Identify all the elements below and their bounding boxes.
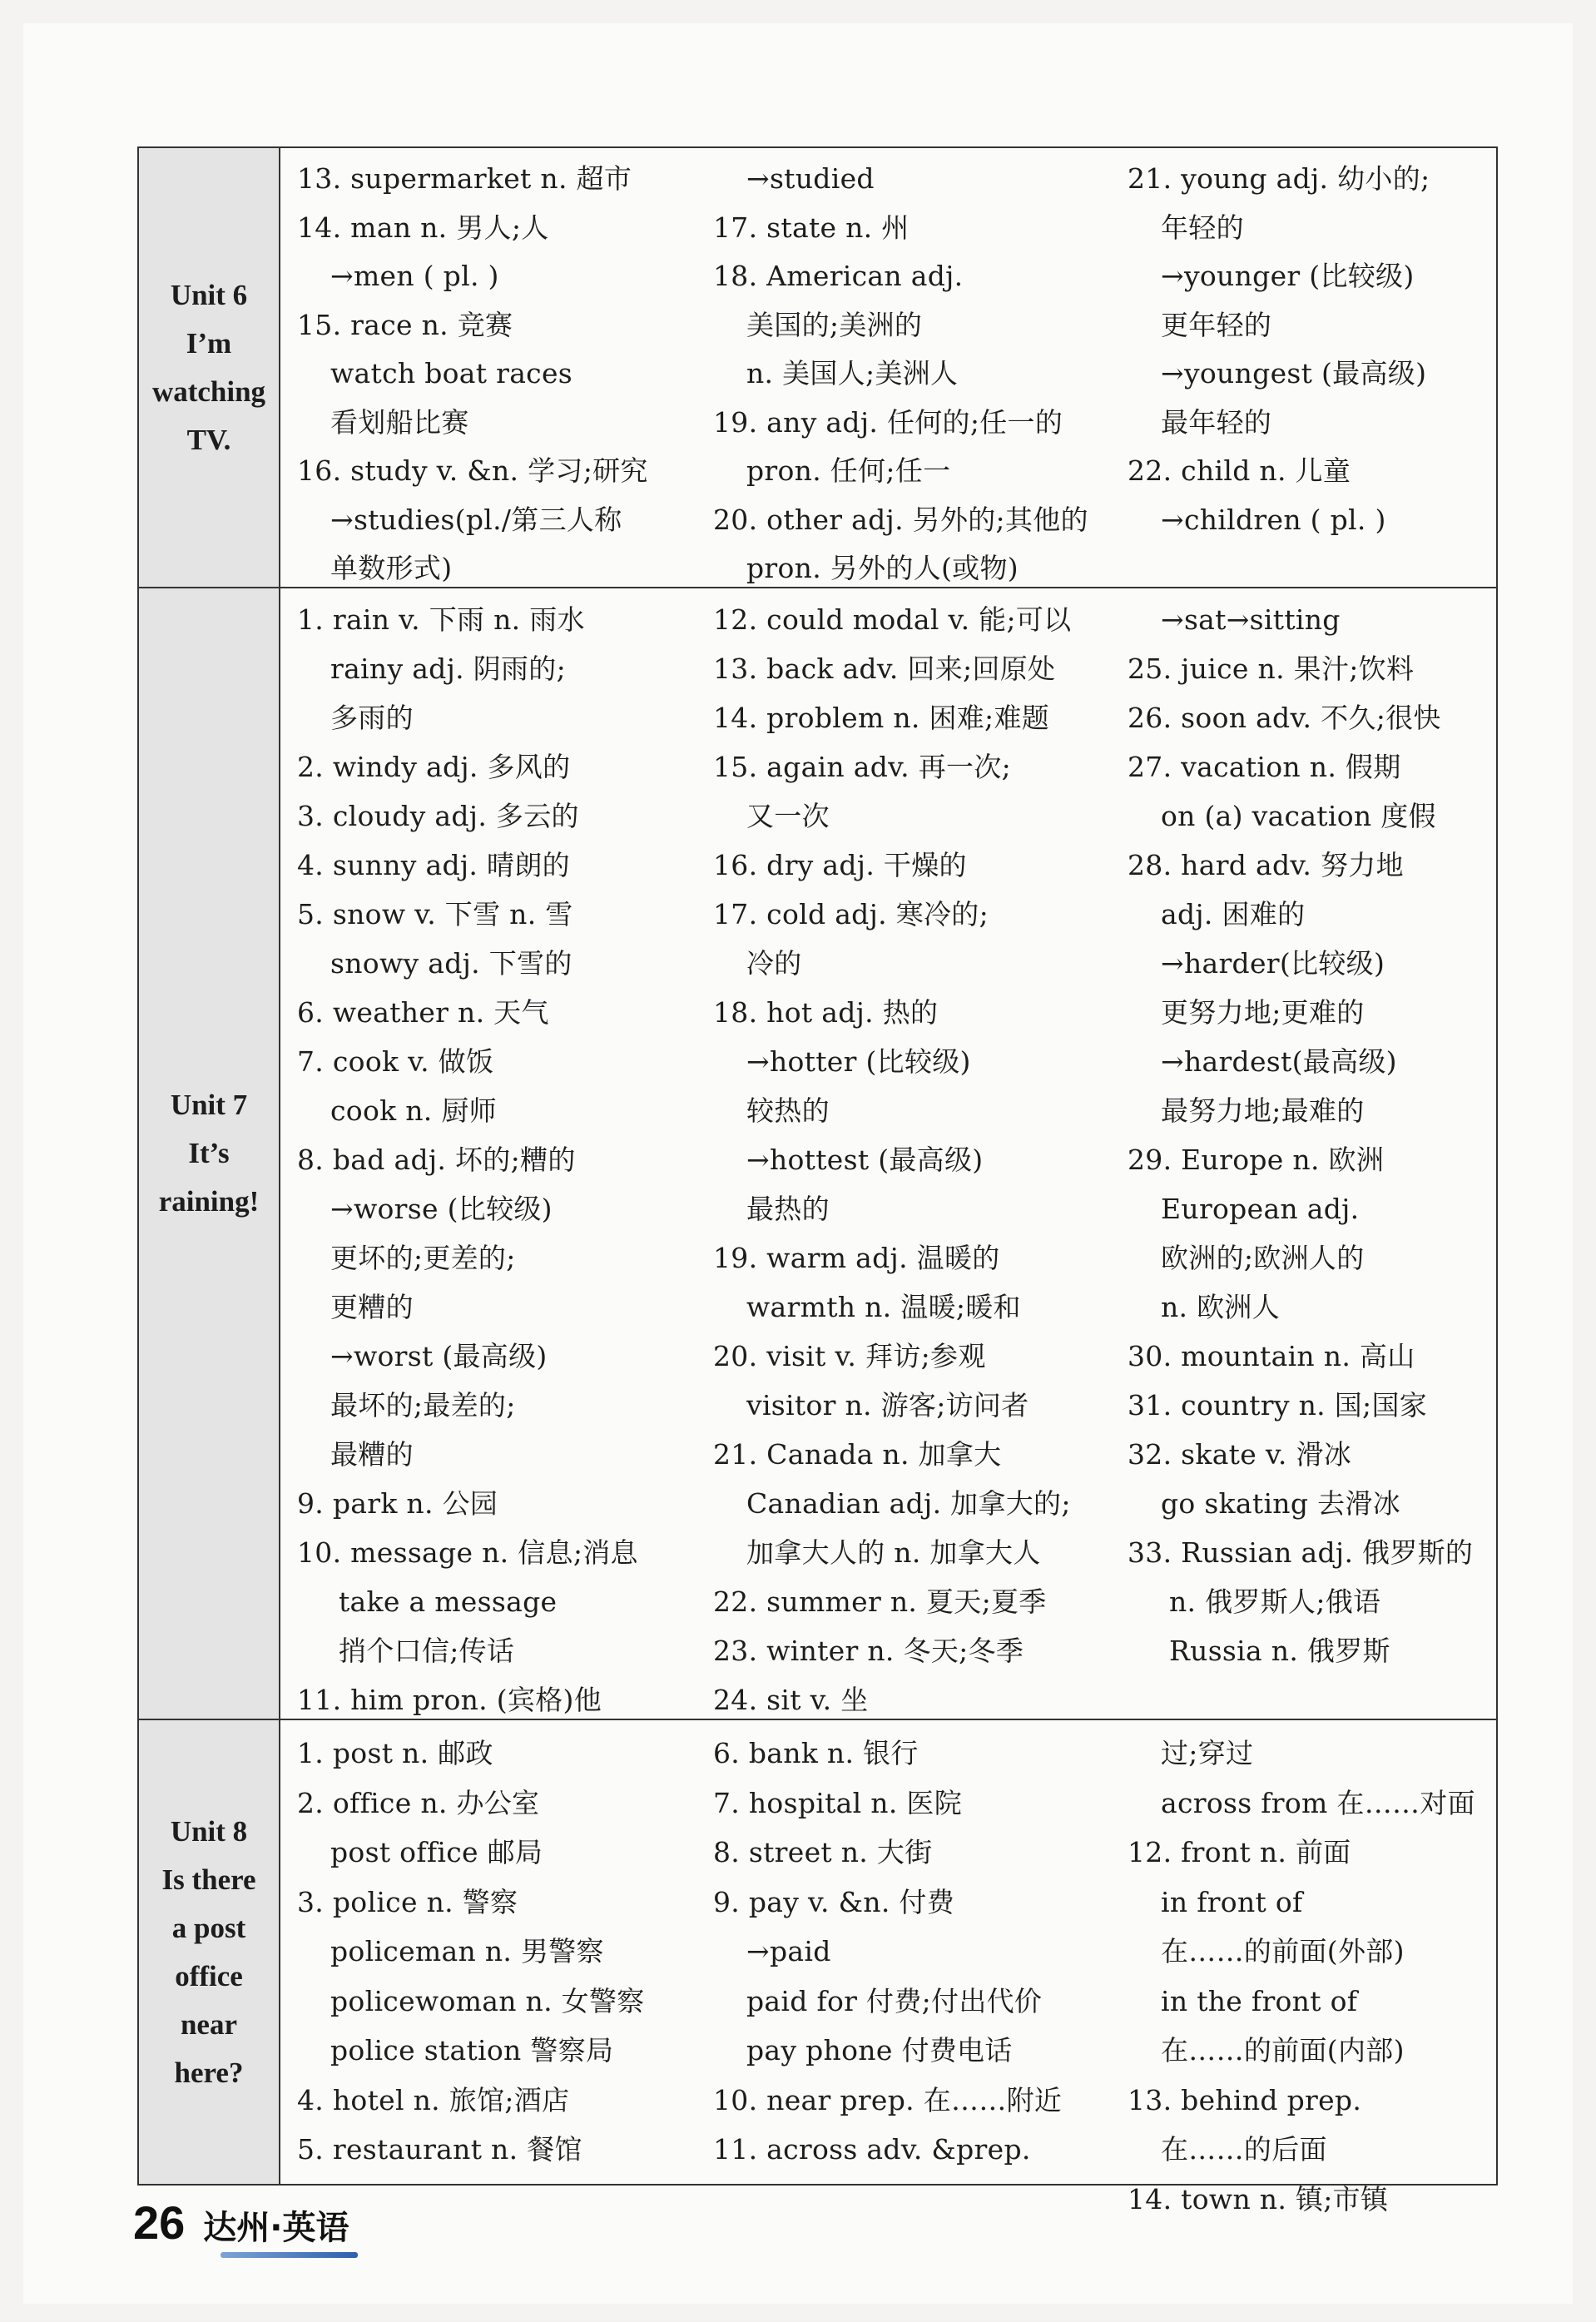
vocab-line: 4. sunny adj. 晴朗的 bbox=[297, 849, 570, 881]
vocab-line: 6. weather n. 天气 bbox=[297, 996, 549, 1029]
vocab-line: watch boat races bbox=[330, 357, 573, 389]
vocab-line: 21. young adj. 幼小的; bbox=[1128, 162, 1430, 195]
word-column bbox=[297, 595, 713, 1724]
word-column bbox=[297, 155, 713, 593]
vocab-line: policewoman n. 女警察 bbox=[330, 1984, 645, 2017]
vocab-line: n. 欧洲人 bbox=[1161, 1291, 1281, 1323]
footer-underline bbox=[221, 2252, 358, 2258]
vocab-line: 12. front n. 前面 bbox=[1128, 1836, 1351, 1868]
vocab-line: 看划船比赛 bbox=[330, 405, 469, 439]
vocab-line: take a message bbox=[339, 1585, 558, 1618]
vocab-line: 22. summer n. 夏天;夏季 bbox=[713, 1585, 1047, 1618]
vocab-line: 2. windy adj. 多风的 bbox=[297, 751, 571, 783]
word-column bbox=[713, 155, 1129, 593]
vocab-line: 6. bank n. 银行 bbox=[713, 1737, 919, 1769]
vocab-line: 10. near prep. 在……附近 bbox=[713, 2083, 1063, 2116]
vocab-line: 10. message n. 信息;消息 bbox=[297, 1536, 638, 1569]
vocab-line: 3. police n. 警察 bbox=[297, 1885, 518, 1918]
vocab-line: →hardest(最高级) bbox=[1161, 1045, 1397, 1078]
vocab-line: 过;穿过 bbox=[1161, 1737, 1254, 1769]
unit-label bbox=[139, 588, 280, 1719]
vocab-line: 又一次 bbox=[746, 800, 830, 832]
unit-label-line: office bbox=[175, 1959, 243, 1992]
vocab-line: 5. restaurant n. 餐馆 bbox=[297, 2133, 582, 2166]
vocab-line: 更努力地;更难的 bbox=[1161, 996, 1365, 1029]
vocab-line: 最坏的;最差的; bbox=[330, 1389, 516, 1421]
vocab-line: n. 美国人;美洲人 bbox=[746, 357, 959, 389]
vocab-line: 19. warm adj. 温暖的 bbox=[713, 1242, 1000, 1274]
vocab-line: 30. mountain n. 高山 bbox=[1128, 1340, 1415, 1372]
vocab-line: pay phone 付费电话 bbox=[746, 2034, 1013, 2066]
vocab-line: 最热的 bbox=[746, 1193, 830, 1225]
vocab-line: across from 在……对面 bbox=[1161, 1786, 1475, 1819]
vocab-line: 19. any adj. 任何的;任一的 bbox=[713, 405, 1063, 439]
vocab-line: 1. post n. 邮政 bbox=[297, 1737, 493, 1769]
vocab-line: cook n. 厨师 bbox=[330, 1094, 497, 1127]
vocab-line: 32. skate v. 滑冰 bbox=[1128, 1438, 1352, 1471]
unit-label-line: raining! bbox=[158, 1185, 260, 1218]
word-column bbox=[1128, 155, 1544, 544]
vocab-line: 最努力地;最难的 bbox=[1161, 1094, 1365, 1127]
vocab-line: 16. study v. &n. 学习;研究 bbox=[297, 454, 648, 487]
vocab-line: 17. state n. 州 bbox=[713, 211, 910, 244]
vocab-line: →studies(pl./第三人称 bbox=[330, 503, 622, 536]
vocab-line: →studied bbox=[746, 162, 875, 195]
unit-label-line: near bbox=[180, 2007, 238, 2041]
word-list bbox=[280, 1720, 1496, 2215]
vocab-line: 7. hospital n. 医院 bbox=[713, 1786, 963, 1819]
vocab-line: 5. snow v. 下雪 n. 雪 bbox=[297, 898, 573, 930]
vocab-line: 冷的 bbox=[746, 947, 802, 980]
unit-label-line: Unit 7 bbox=[170, 1089, 248, 1121]
vocab-line: 18. hot adj. 热的 bbox=[713, 996, 939, 1029]
unit-label bbox=[139, 148, 280, 587]
unit-label-line: I’m bbox=[186, 326, 232, 360]
vocab-line: pron. 另外的人(或物) bbox=[746, 552, 1019, 584]
vocab-line: paid for 付费;付出代价 bbox=[746, 1984, 1043, 2017]
vocab-line: Canadian adj. 加拿大的; bbox=[746, 1487, 1071, 1520]
vocab-line: 31. country n. 国;国家 bbox=[1128, 1389, 1428, 1421]
vocab-line: 11. across adv. &prep. bbox=[713, 2133, 1031, 2166]
vocab-line: 16. dry adj. 干燥的 bbox=[713, 849, 967, 881]
vocab-line: →hotter (比较级) bbox=[746, 1045, 971, 1078]
vocab-line: 23. winter n. 冬天;冬季 bbox=[713, 1635, 1024, 1667]
unit-label-line: Unit 8 bbox=[170, 1814, 248, 1848]
vocab-line: 在……的前面(外部) bbox=[1161, 1935, 1405, 1967]
vocab-line: →younger (比较级) bbox=[1161, 260, 1415, 292]
vocab-line: 14. problem n. 困难;难题 bbox=[713, 702, 1050, 734]
vocab-line: policeman n. 男警察 bbox=[330, 1935, 604, 1967]
vocab-line: 14. man n. 男人;人 bbox=[297, 211, 549, 244]
vocab-line: in front of bbox=[1161, 1885, 1303, 1918]
vocab-line: 26. soon adv. 不久;很快 bbox=[1128, 702, 1441, 734]
vocabulary-table bbox=[137, 146, 1498, 2215]
vocab-line: in the front of bbox=[1161, 1984, 1358, 2017]
vocab-line: →men ( pl. ) bbox=[330, 260, 499, 292]
unit-row-8 bbox=[139, 1719, 1496, 2215]
vocab-line: 24. sit v. 坐 bbox=[713, 1684, 869, 1716]
vocab-line: 18. American adj. bbox=[713, 260, 964, 292]
unit-label-line: here? bbox=[174, 2056, 244, 2089]
vocab-line: police station 警察局 bbox=[330, 2034, 614, 2066]
vocab-line: 25. juice n. 果汁;饮料 bbox=[1128, 652, 1415, 685]
unit-label-line: TV. bbox=[186, 423, 231, 456]
vocab-line: 20. visit v. 拜访;参观 bbox=[713, 1340, 986, 1372]
vocab-line: 单数形式) bbox=[330, 552, 453, 584]
vocab-line: 欧洲的;欧洲人的 bbox=[1161, 1242, 1365, 1274]
vocab-line: 11. him pron. (宾格)他 bbox=[297, 1684, 602, 1716]
vocab-line: pron. 任何;任一 bbox=[746, 454, 951, 487]
vocab-line: 7. cook v. 做饭 bbox=[297, 1045, 494, 1078]
vocab-line: 21. Canada n. 加拿大 bbox=[713, 1438, 1002, 1471]
vocab-line: 在……的前面(内部) bbox=[1161, 2034, 1405, 2066]
vocab-line: 1. rain v. 下雨 n. 雨水 bbox=[297, 603, 585, 636]
vocab-line: 9. pay v. &n. 付费 bbox=[713, 1885, 955, 1918]
vocab-line: →youngest (最高级) bbox=[1161, 357, 1427, 389]
vocab-line: →paid bbox=[746, 1935, 831, 1967]
vocab-line: 最糟的 bbox=[330, 1438, 414, 1471]
page-number: 26 bbox=[133, 2196, 186, 2249]
unit-row-6 bbox=[139, 148, 1496, 587]
vocab-line: 13. behind prep. bbox=[1128, 2083, 1362, 2116]
vocab-line: 13. supermarket n. 超市 bbox=[297, 162, 632, 195]
vocab-line: 29. Europe n. 欧洲 bbox=[1128, 1144, 1385, 1176]
vocab-line: n. 俄罗斯人;俄语 bbox=[1169, 1585, 1381, 1618]
vocab-line: 2. office n. 办公室 bbox=[297, 1786, 540, 1819]
vocab-line: 22. child n. 儿童 bbox=[1128, 454, 1351, 487]
vocab-line: 28. hard adv. 努力地 bbox=[1128, 849, 1404, 881]
vocab-line: 15. race n. 竞赛 bbox=[297, 308, 513, 341]
vocab-line: warmth n. 温暖;暖和 bbox=[746, 1291, 1021, 1323]
vocab-line: 3. cloudy adj. 多云的 bbox=[297, 800, 579, 832]
vocab-line: 较热的 bbox=[746, 1094, 830, 1127]
vocab-line: →worst (最高级) bbox=[330, 1340, 548, 1372]
vocab-line: 20. other adj. 另外的;其他的 bbox=[713, 503, 1088, 536]
vocab-line: visitor n. 游客;访问者 bbox=[746, 1389, 1029, 1421]
vocab-line: 在……的后面 bbox=[1161, 2133, 1327, 2166]
vocab-line: snowy adj. 下雪的 bbox=[330, 947, 572, 980]
vocab-line: →children ( pl. ) bbox=[1161, 503, 1386, 536]
vocab-line: 美国的;美洲的 bbox=[746, 308, 923, 341]
vocab-line: adj. 困难的 bbox=[1161, 898, 1306, 930]
vocab-line: 13. back adv. 回来;回原处 bbox=[713, 652, 1056, 685]
vocab-line: 15. again adv. 再一次; bbox=[713, 751, 1012, 783]
vocab-line: 更年轻的 bbox=[1161, 308, 1272, 341]
vocab-line: 33. Russian adj. 俄罗斯的 bbox=[1128, 1536, 1474, 1569]
vocab-line: 加拿大人的 n. 加拿大人 bbox=[746, 1536, 1041, 1569]
vocab-line: →worse (比较级) bbox=[330, 1193, 553, 1225]
vocab-line: European adj. bbox=[1161, 1193, 1360, 1225]
vocab-line: →harder(比较级) bbox=[1161, 947, 1385, 980]
vocab-line: 12. could modal v. 能;可以 bbox=[713, 603, 1072, 636]
word-list bbox=[280, 588, 1496, 1719]
unit-label bbox=[139, 1720, 280, 2184]
vocab-line: 14. town n. 镇;市镇 bbox=[1128, 2182, 1389, 2215]
vocab-line: 27. vacation n. 假期 bbox=[1128, 751, 1401, 783]
unit-label-line: Is there bbox=[161, 1863, 256, 1896]
vocab-line: on (a) vacation 度假 bbox=[1161, 800, 1436, 832]
vocab-line: go skating 去滑冰 bbox=[1161, 1487, 1400, 1520]
page-footer bbox=[133, 2195, 349, 2250]
vocab-line: 8. street n. 大街 bbox=[713, 1836, 933, 1868]
word-column bbox=[713, 1729, 1129, 2175]
unit-label-line: It’s bbox=[188, 1137, 230, 1169]
word-list bbox=[280, 148, 1496, 587]
book-title: 达州·英语 bbox=[203, 2209, 349, 2247]
word-column bbox=[1128, 1729, 1544, 2224]
vocab-line: 8. bad adj. 坏的;糟的 bbox=[297, 1144, 576, 1176]
vocab-line: 更坏的;更差的; bbox=[330, 1242, 516, 1274]
vocab-line: 最年轻的 bbox=[1161, 405, 1272, 439]
unit-label-line: Unit 6 bbox=[170, 278, 248, 311]
word-column bbox=[1128, 595, 1544, 1675]
word-column bbox=[297, 1729, 713, 2175]
unit-row-7 bbox=[139, 587, 1496, 1719]
vocab-line: 更糟的 bbox=[330, 1291, 414, 1323]
vocab-line: post office 邮局 bbox=[330, 1836, 543, 1868]
vocab-line: 多雨的 bbox=[330, 702, 414, 734]
vocab-line: Russia n. 俄罗斯 bbox=[1169, 1635, 1390, 1667]
vocab-line: rainy adj. 阴雨的; bbox=[330, 652, 567, 685]
vocab-line: →sat→sitting bbox=[1161, 603, 1341, 636]
vocab-line: 17. cold adj. 寒冷的; bbox=[713, 898, 989, 930]
vocab-line: 年轻的 bbox=[1161, 211, 1244, 244]
word-column bbox=[713, 595, 1129, 1724]
vocab-line: 9. park n. 公园 bbox=[297, 1487, 498, 1520]
vocab-line: 4. hotel n. 旅馆;酒店 bbox=[297, 2083, 570, 2116]
vocab-line: →hottest (最高级) bbox=[746, 1144, 984, 1176]
vocab-line: 捎个口信;传话 bbox=[339, 1635, 515, 1667]
unit-label-line: watching bbox=[151, 375, 266, 408]
unit-label-line: a post bbox=[171, 1911, 246, 1944]
